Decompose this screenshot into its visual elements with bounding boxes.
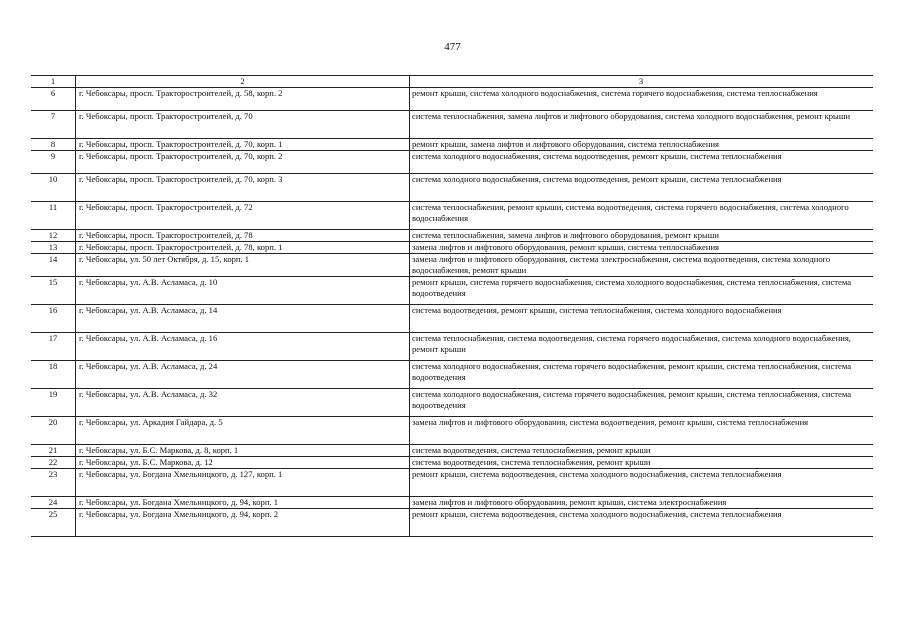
works-table-body xyxy=(31,76,873,537)
row-number: 12 xyxy=(31,230,76,242)
column-header-1: 1 xyxy=(31,76,76,88)
page-number: 477 xyxy=(444,41,461,53)
row-address: г. Чебоксары, ул. А.В. Асламаса, д. 32 xyxy=(76,389,410,417)
row-address: г. Чебоксары, просп. Тракторостроителей, д. 70, корп. 2 xyxy=(76,151,410,174)
row-works: ремонт крыши, система водоотведения, система холодного водоснабжения, система теплоснабжения xyxy=(410,469,874,497)
row-works: система холодного водоснабжения, система горячего водоснабжения, ремонт крыши, система теплоснабжения, система водоотведения xyxy=(410,361,874,389)
row-number: 9 xyxy=(31,151,76,174)
table-row xyxy=(31,305,873,333)
row-works: замена лифтов и лифтового оборудования, ремонт крыши, система электроснабжения xyxy=(410,497,874,509)
row-address: г. Чебоксары, ул. Богдана Хмельницкого, д. 127, корп. 1 xyxy=(76,469,410,497)
row-number: 17 xyxy=(31,333,76,361)
row-address: г. Чебоксары, ул. А.В. Асламаса, д. 16 xyxy=(76,333,410,361)
row-number: 14 xyxy=(31,254,76,277)
table-row xyxy=(31,111,873,139)
row-number: 19 xyxy=(31,389,76,417)
row-address: г. Чебоксары, ул. 50 лет Октября, д. 15, корп. 1 xyxy=(76,254,410,277)
table-row xyxy=(31,254,873,277)
row-works: система теплоснабжения, замена лифтов и лифтового оборудования, система холодного водоснабжения, ремонт крыши xyxy=(410,111,874,139)
table-row xyxy=(31,277,873,305)
row-works: система холодного водоснабжения, система водоотведения, ремонт крыши, система теплоснабжения xyxy=(410,151,874,174)
row-address: г. Чебоксары, просп. Тракторостроителей, д. 70, корп. 3 xyxy=(76,174,410,202)
table-row xyxy=(31,333,873,361)
row-works: ремонт крыши, система водоотведения, система холодного водоснабжения, система теплоснабжения xyxy=(410,509,874,537)
row-number: 16 xyxy=(31,305,76,333)
table-row xyxy=(31,457,873,469)
row-works: система теплоснабжения, замена лифтов и лифтового оборудования, ремонт крыши xyxy=(410,230,874,242)
table-row xyxy=(31,389,873,417)
row-number: 11 xyxy=(31,202,76,230)
row-works: система водоотведения, ремонт крыши, система теплоснабжения, система холодного водоснабжения xyxy=(410,305,874,333)
table-row xyxy=(31,361,873,389)
row-address: г. Чебоксары, ул. Б.С. Маркова, д. 8, корп. 1 xyxy=(76,445,410,457)
table-row xyxy=(31,139,873,151)
row-address: г. Чебоксары, ул. Аркадия Гайдара, д. 5 xyxy=(76,417,410,445)
row-works: система водоотведения, система теплоснабжения, ремонт крыши xyxy=(410,457,874,469)
row-address: г. Чебоксары, ул. А.В. Асламаса, д. 14 xyxy=(76,305,410,333)
row-number: 21 xyxy=(31,445,76,457)
row-address: г. Чебоксары, ул. Богдана Хмельницкого, д. 94, корп. 1 xyxy=(76,497,410,509)
table-row xyxy=(31,509,873,537)
row-number: 7 xyxy=(31,111,76,139)
row-number: 8 xyxy=(31,139,76,151)
row-number: 24 xyxy=(31,497,76,509)
table-row xyxy=(31,202,873,230)
column-header-row xyxy=(31,76,873,88)
row-address: г. Чебоксары, просп. Тракторостроителей, д. 78 xyxy=(76,230,410,242)
table-row xyxy=(31,174,873,202)
row-address: г. Чебоксары, просп. Тракторостроителей, д. 58, корп. 2 xyxy=(76,88,410,111)
table-row xyxy=(31,445,873,457)
row-address: г. Чебоксары, просп. Тракторостроителей, д. 78, корп. 1 xyxy=(76,242,410,254)
row-number: 22 xyxy=(31,457,76,469)
row-address: г. Чебоксары, просп. Тракторостроителей, д. 72 xyxy=(76,202,410,230)
row-number: 15 xyxy=(31,277,76,305)
row-number: 23 xyxy=(31,469,76,497)
row-number: 25 xyxy=(31,509,76,537)
row-works: ремонт крыши, система холодного водоснабжения, система горячего водоснабжения, система теплоснабжения xyxy=(410,88,874,111)
table-row xyxy=(31,417,873,445)
row-works: замена лифтов и лифтового оборудования, система водоотведения, ремонт крыши, система теплоснабжения xyxy=(410,417,874,445)
row-number: 18 xyxy=(31,361,76,389)
row-number: 13 xyxy=(31,242,76,254)
table-row xyxy=(31,469,873,497)
table-row xyxy=(31,230,873,242)
row-address: г. Чебоксары, ул. А.В. Асламаса, д. 10 xyxy=(76,277,410,305)
row-number: 6 xyxy=(31,88,76,111)
row-works: ремонт крыши, система горячего водоснабжения, система холодного водоснабжения, система теплоснабжения, система водоотведения xyxy=(410,277,874,305)
row-address: г. Чебоксары, ул. Б.С. Маркова, д. 12 xyxy=(76,457,410,469)
table-row xyxy=(31,497,873,509)
table-row xyxy=(31,88,873,111)
row-address: г. Чебоксары, ул. Богдана Хмельницкого, д. 94, корп. 2 xyxy=(76,509,410,537)
row-works: замена лифтов и лифтового оборудования, ремонт крыши, система теплоснабжения xyxy=(410,242,874,254)
works-table xyxy=(31,75,873,537)
row-address: г. Чебоксары, просп. Тракторостроителей, д. 70, корп. 1 xyxy=(76,139,410,151)
row-works: система холодного водоснабжения, система водоотведения, ремонт крыши, система теплоснабжения xyxy=(410,174,874,202)
row-number: 20 xyxy=(31,417,76,445)
row-number: 10 xyxy=(31,174,76,202)
table-row xyxy=(31,242,873,254)
row-address: г. Чебоксары, ул. А.В. Асламаса, д. 24 xyxy=(76,361,410,389)
row-works: ремонт крыши, замена лифтов и лифтового оборудования, система теплоснабжения xyxy=(410,139,874,151)
row-works: система холодного водоснабжения, система горячего водоснабжения, ремонт крыши, система теплоснабжения, система водоотведения xyxy=(410,389,874,417)
row-works: замена лифтов и лифтового оборудования, система электроснабжения, система водоотведения, система холодного водоснабжения, ремонт крыши xyxy=(410,254,874,277)
row-works: система теплоснабжения, система водоотведения, система горячего водоснабжения, система холодного водоснабжения, ремонт крыши xyxy=(410,333,874,361)
row-works: система теплоснабжения, ремонт крыши, система водоотведения, система горячего водоснабжения, система холодного водоснабжения xyxy=(410,202,874,230)
row-address: г. Чебоксары, просп. Тракторостроителей, д. 70 xyxy=(76,111,410,139)
column-header-3: 3 xyxy=(410,76,874,88)
row-works: система водоотведения, система теплоснабжения, ремонт крыши xyxy=(410,445,874,457)
column-header-2: 2 xyxy=(76,76,410,88)
table-row xyxy=(31,151,873,174)
